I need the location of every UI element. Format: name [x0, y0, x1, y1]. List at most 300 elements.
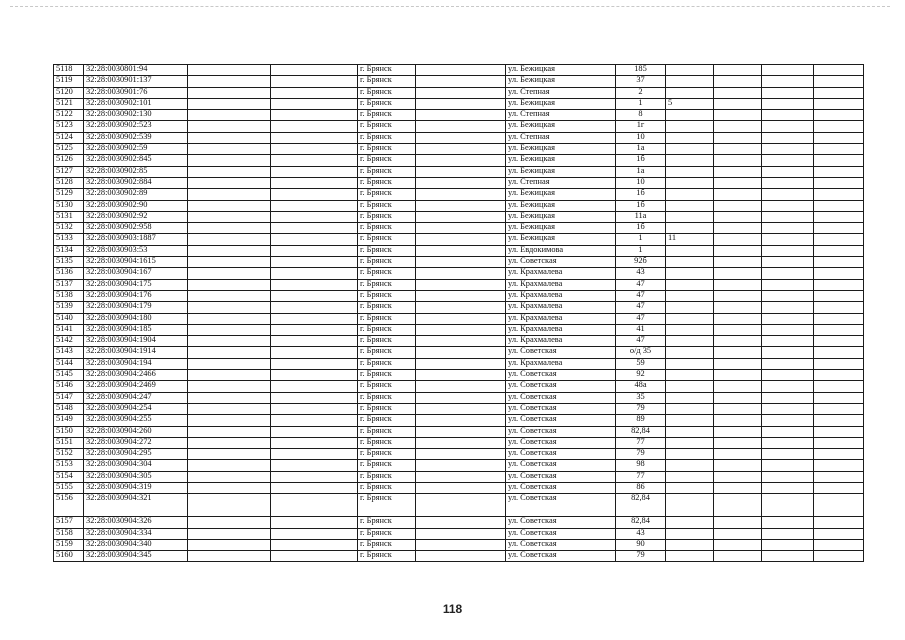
- street-cell: ул. Степная: [506, 110, 616, 121]
- city-cell: г. Брянск: [358, 177, 416, 188]
- empty-cell: [714, 460, 762, 471]
- house-number-cell: 82,84: [616, 517, 666, 528]
- row-number-cell: 5146: [54, 381, 84, 392]
- empty-cell: [762, 155, 814, 166]
- empty-cell: [814, 494, 864, 517]
- empty-cell: [271, 302, 358, 313]
- row-number-cell: 5148: [54, 403, 84, 414]
- house-number-cell: 41: [616, 324, 666, 335]
- empty-cell: [714, 392, 762, 403]
- building-cell: 11: [666, 234, 714, 245]
- building-cell: 5: [666, 98, 714, 109]
- empty-cell: [714, 539, 762, 550]
- empty-cell: [416, 290, 506, 301]
- empty-cell: [416, 234, 506, 245]
- street-cell: ул. Советская: [506, 494, 616, 517]
- empty-cell: [814, 166, 864, 177]
- city-cell: г. Брянск: [358, 426, 416, 437]
- street-cell: ул. Крахмалева: [506, 302, 616, 313]
- table-row: [54, 347, 864, 358]
- empty-cell: [714, 471, 762, 482]
- cadastral-number-cell: 32:28:0030904:272: [84, 437, 188, 448]
- row-number-cell: 5151: [54, 437, 84, 448]
- empty-cell: [271, 132, 358, 143]
- house-number-cell: 43: [616, 268, 666, 279]
- building-cell: [666, 223, 714, 234]
- table-row: [54, 110, 864, 121]
- row-number-cell: 5122: [54, 110, 84, 121]
- building-cell: [666, 460, 714, 471]
- building-cell: [666, 110, 714, 121]
- empty-cell: [271, 336, 358, 347]
- cadastral-number-cell: 32:28:0030904:260: [84, 426, 188, 437]
- cadastral-number-cell: 32:28:0030904:340: [84, 539, 188, 550]
- empty-cell: [714, 166, 762, 177]
- street-cell: ул. Советская: [506, 415, 616, 426]
- building-cell: [666, 539, 714, 550]
- empty-cell: [271, 370, 358, 381]
- row-number-cell: 5144: [54, 358, 84, 369]
- cadastral-number-cell: 32:28:0030904:321: [84, 494, 188, 517]
- table-row: [54, 313, 864, 324]
- street-cell: ул. Бежицкая: [506, 121, 616, 132]
- house-number-cell: 1б: [616, 223, 666, 234]
- street-cell: ул. Крахмалева: [506, 313, 616, 324]
- house-number-cell: 98: [616, 460, 666, 471]
- property-register-table: [53, 64, 864, 562]
- row-number-cell: 5127: [54, 166, 84, 177]
- building-cell: [666, 132, 714, 143]
- row-number-cell: 5136: [54, 268, 84, 279]
- empty-cell: [814, 257, 864, 268]
- empty-cell: [814, 403, 864, 414]
- cadastral-number-cell: 32:28:0030902:539: [84, 132, 188, 143]
- empty-cell: [814, 223, 864, 234]
- empty-cell: [714, 177, 762, 188]
- street-cell: ул. Советская: [506, 437, 616, 448]
- empty-cell: [814, 415, 864, 426]
- page-top-rule: [10, 6, 890, 7]
- empty-cell: [814, 155, 864, 166]
- empty-cell: [188, 471, 271, 482]
- empty-cell: [714, 313, 762, 324]
- empty-cell: [762, 370, 814, 381]
- empty-cell: [271, 482, 358, 493]
- empty-cell: [814, 290, 864, 301]
- empty-cell: [814, 449, 864, 460]
- empty-cell: [271, 347, 358, 358]
- empty-cell: [762, 539, 814, 550]
- empty-cell: [762, 426, 814, 437]
- empty-cell: [271, 415, 358, 426]
- table-row: [54, 551, 864, 562]
- empty-cell: [271, 471, 358, 482]
- empty-cell: [416, 177, 506, 188]
- cadastral-number-cell: 32:28:0030901:137: [84, 76, 188, 87]
- empty-cell: [762, 437, 814, 448]
- building-cell: [666, 87, 714, 98]
- empty-cell: [188, 290, 271, 301]
- cadastral-number-cell: 32:28:0030904:2469: [84, 381, 188, 392]
- street-cell: ул. Бежицкая: [506, 189, 616, 200]
- building-cell: [666, 177, 714, 188]
- empty-cell: [188, 392, 271, 403]
- house-number-cell: 1г: [616, 121, 666, 132]
- empty-cell: [416, 517, 506, 528]
- street-cell: ул. Бежицкая: [506, 223, 616, 234]
- table-row: [54, 336, 864, 347]
- empty-cell: [714, 302, 762, 313]
- empty-cell: [814, 177, 864, 188]
- empty-cell: [416, 76, 506, 87]
- empty-cell: [271, 392, 358, 403]
- building-cell: [666, 279, 714, 290]
- empty-cell: [271, 155, 358, 166]
- city-cell: г. Брянск: [358, 517, 416, 528]
- house-number-cell: 1а: [616, 144, 666, 155]
- empty-cell: [271, 494, 358, 517]
- empty-cell: [271, 517, 358, 528]
- empty-cell: [814, 234, 864, 245]
- cadastral-number-cell: 32:28:0030902:958: [84, 223, 188, 234]
- row-number-cell: 5156: [54, 494, 84, 517]
- empty-cell: [271, 166, 358, 177]
- city-cell: г. Брянск: [358, 460, 416, 471]
- empty-cell: [814, 87, 864, 98]
- row-number-cell: 5138: [54, 290, 84, 301]
- empty-cell: [188, 110, 271, 121]
- house-number-cell: 1б: [616, 155, 666, 166]
- empty-cell: [188, 65, 271, 76]
- city-cell: г. Брянск: [358, 121, 416, 132]
- street-cell: ул. Советская: [506, 347, 616, 358]
- cadastral-number-cell: 32:28:0030903:1887: [84, 234, 188, 245]
- empty-cell: [762, 211, 814, 222]
- empty-cell: [188, 482, 271, 493]
- empty-cell: [814, 336, 864, 347]
- street-cell: ул. Советская: [506, 460, 616, 471]
- empty-cell: [762, 132, 814, 143]
- house-number-cell: 86: [616, 482, 666, 493]
- house-number-cell: 47: [616, 302, 666, 313]
- cadastral-number-cell: 32:28:0030904:185: [84, 324, 188, 335]
- street-cell: ул. Советская: [506, 426, 616, 437]
- row-number-cell: 5135: [54, 257, 84, 268]
- table-row: [54, 166, 864, 177]
- house-number-cell: 48а: [616, 381, 666, 392]
- empty-cell: [188, 166, 271, 177]
- cadastral-number-cell: 32:28:0030904:295: [84, 449, 188, 460]
- empty-cell: [714, 121, 762, 132]
- street-cell: ул. Крахмалева: [506, 324, 616, 335]
- empty-cell: [714, 370, 762, 381]
- empty-cell: [188, 76, 271, 87]
- cadastral-number-cell: 32:28:0030902:523: [84, 121, 188, 132]
- empty-cell: [714, 347, 762, 358]
- city-cell: г. Брянск: [358, 403, 416, 414]
- empty-cell: [271, 279, 358, 290]
- empty-cell: [416, 449, 506, 460]
- table-row: [54, 155, 864, 166]
- table-row: [54, 517, 864, 528]
- empty-cell: [416, 245, 506, 256]
- house-number-cell: 47: [616, 313, 666, 324]
- street-cell: ул. Бежицкая: [506, 144, 616, 155]
- empty-cell: [271, 211, 358, 222]
- empty-cell: [762, 494, 814, 517]
- table-row: [54, 76, 864, 87]
- house-number-cell: 47: [616, 290, 666, 301]
- street-cell: ул. Евдокимова: [506, 245, 616, 256]
- house-number-cell: 47: [616, 279, 666, 290]
- empty-cell: [271, 426, 358, 437]
- empty-cell: [814, 313, 864, 324]
- empty-cell: [188, 449, 271, 460]
- empty-cell: [814, 437, 864, 448]
- building-cell: [666, 482, 714, 493]
- empty-cell: [416, 551, 506, 562]
- cadastral-number-cell: 32:28:0030904:167: [84, 268, 188, 279]
- street-cell: ул. Степная: [506, 132, 616, 143]
- empty-cell: [188, 381, 271, 392]
- empty-cell: [416, 110, 506, 121]
- row-number-cell: 5132: [54, 223, 84, 234]
- row-number-cell: 5145: [54, 370, 84, 381]
- city-cell: г. Брянск: [358, 155, 416, 166]
- building-cell: [666, 121, 714, 132]
- row-number-cell: 5140: [54, 313, 84, 324]
- table-row: [54, 223, 864, 234]
- empty-cell: [762, 482, 814, 493]
- table-row: [54, 87, 864, 98]
- building-cell: [666, 392, 714, 403]
- street-cell: ул. Советская: [506, 517, 616, 528]
- empty-cell: [188, 415, 271, 426]
- street-cell: ул. Бежицкая: [506, 98, 616, 109]
- building-cell: [666, 347, 714, 358]
- street-cell: ул. Советская: [506, 257, 616, 268]
- empty-cell: [814, 76, 864, 87]
- empty-cell: [416, 166, 506, 177]
- empty-cell: [271, 268, 358, 279]
- cadastral-number-cell: 32:28:0030904:180: [84, 313, 188, 324]
- empty-cell: [714, 551, 762, 562]
- empty-cell: [271, 121, 358, 132]
- house-number-cell: 1: [616, 98, 666, 109]
- empty-cell: [416, 279, 506, 290]
- row-number-cell: 5139: [54, 302, 84, 313]
- cadastral-number-cell: 32:28:0030902:85: [84, 166, 188, 177]
- building-cell: [666, 517, 714, 528]
- empty-cell: [762, 449, 814, 460]
- empty-cell: [714, 110, 762, 121]
- empty-cell: [714, 211, 762, 222]
- empty-cell: [271, 403, 358, 414]
- empty-cell: [416, 189, 506, 200]
- row-number-cell: 5134: [54, 245, 84, 256]
- empty-cell: [188, 437, 271, 448]
- register-body: [54, 65, 864, 562]
- city-cell: г. Брянск: [358, 347, 416, 358]
- empty-cell: [814, 381, 864, 392]
- street-cell: ул. Советская: [506, 392, 616, 403]
- city-cell: г. Брянск: [358, 98, 416, 109]
- house-number-cell: 79: [616, 551, 666, 562]
- house-number-cell: 43: [616, 528, 666, 539]
- street-cell: ул. Бежицкая: [506, 234, 616, 245]
- empty-cell: [188, 460, 271, 471]
- city-cell: г. Брянск: [358, 494, 416, 517]
- row-number-cell: 5130: [54, 200, 84, 211]
- empty-cell: [188, 528, 271, 539]
- row-number-cell: 5152: [54, 449, 84, 460]
- street-cell: ул. Крахмалева: [506, 290, 616, 301]
- table-row: [54, 200, 864, 211]
- empty-cell: [416, 482, 506, 493]
- empty-cell: [714, 358, 762, 369]
- empty-cell: [416, 200, 506, 211]
- city-cell: г. Брянск: [358, 471, 416, 482]
- empty-cell: [714, 426, 762, 437]
- empty-cell: [188, 98, 271, 109]
- table-row: [54, 358, 864, 369]
- empty-cell: [714, 290, 762, 301]
- empty-cell: [188, 494, 271, 517]
- table-row: [54, 121, 864, 132]
- building-cell: [666, 76, 714, 87]
- empty-cell: [416, 403, 506, 414]
- empty-cell: [416, 302, 506, 313]
- table-row: [54, 528, 864, 539]
- house-number-cell: 185: [616, 65, 666, 76]
- building-cell: [666, 268, 714, 279]
- empty-cell: [814, 370, 864, 381]
- empty-cell: [762, 313, 814, 324]
- empty-cell: [814, 347, 864, 358]
- table-row: [54, 460, 864, 471]
- row-number-cell: 5128: [54, 177, 84, 188]
- empty-cell: [762, 290, 814, 301]
- empty-cell: [762, 166, 814, 177]
- empty-cell: [188, 189, 271, 200]
- empty-cell: [714, 234, 762, 245]
- empty-cell: [714, 449, 762, 460]
- table-row: [54, 65, 864, 76]
- empty-cell: [714, 482, 762, 493]
- street-cell: ул. Степная: [506, 177, 616, 188]
- building-cell: [666, 370, 714, 381]
- empty-cell: [188, 539, 271, 550]
- empty-cell: [416, 87, 506, 98]
- cadastral-number-cell: 32:28:0030904:334: [84, 528, 188, 539]
- empty-cell: [814, 471, 864, 482]
- cadastral-number-cell: 32:28:0030904:319: [84, 482, 188, 493]
- table-row: [54, 211, 864, 222]
- empty-cell: [814, 211, 864, 222]
- empty-cell: [188, 245, 271, 256]
- building-cell: [666, 155, 714, 166]
- empty-cell: [416, 336, 506, 347]
- empty-cell: [714, 494, 762, 517]
- street-cell: ул. Крахмалева: [506, 336, 616, 347]
- empty-cell: [814, 302, 864, 313]
- empty-cell: [714, 98, 762, 109]
- city-cell: г. Брянск: [358, 189, 416, 200]
- city-cell: г. Брянск: [358, 358, 416, 369]
- empty-cell: [188, 358, 271, 369]
- city-cell: г. Брянск: [358, 166, 416, 177]
- empty-cell: [416, 132, 506, 143]
- table-row: [54, 302, 864, 313]
- empty-cell: [762, 381, 814, 392]
- table-row: [54, 415, 864, 426]
- city-cell: г. Брянск: [358, 482, 416, 493]
- house-number-cell: 77: [616, 437, 666, 448]
- building-cell: [666, 494, 714, 517]
- empty-cell: [762, 189, 814, 200]
- cadastral-number-cell: 32:28:0030902:130: [84, 110, 188, 121]
- empty-cell: [188, 155, 271, 166]
- cadastral-number-cell: 32:28:0030904:1904: [84, 336, 188, 347]
- building-cell: [666, 189, 714, 200]
- empty-cell: [814, 121, 864, 132]
- building-cell: [666, 551, 714, 562]
- empty-cell: [714, 381, 762, 392]
- empty-cell: [416, 268, 506, 279]
- building-cell: [666, 200, 714, 211]
- empty-cell: [271, 245, 358, 256]
- empty-cell: [416, 358, 506, 369]
- empty-cell: [271, 177, 358, 188]
- empty-cell: [188, 313, 271, 324]
- cadastral-number-cell: 32:28:0030801:94: [84, 65, 188, 76]
- table-row: [54, 279, 864, 290]
- empty-cell: [762, 200, 814, 211]
- empty-cell: [271, 76, 358, 87]
- building-cell: [666, 245, 714, 256]
- empty-cell: [762, 279, 814, 290]
- cadastral-number-cell: 32:28:0030904:194: [84, 358, 188, 369]
- empty-cell: [714, 415, 762, 426]
- table-row: [54, 381, 864, 392]
- house-number-cell: 1: [616, 245, 666, 256]
- cadastral-number-cell: 32:28:0030904:1615: [84, 257, 188, 268]
- empty-cell: [814, 245, 864, 256]
- empty-cell: [814, 279, 864, 290]
- street-cell: ул. Советская: [506, 370, 616, 381]
- cadastral-number-cell: 32:28:0030904:345: [84, 551, 188, 562]
- row-number-cell: 5153: [54, 460, 84, 471]
- empty-cell: [188, 177, 271, 188]
- row-number-cell: 5124: [54, 132, 84, 143]
- house-number-cell: 1: [616, 234, 666, 245]
- house-number-cell: 79: [616, 449, 666, 460]
- empty-cell: [714, 65, 762, 76]
- table-row: [54, 539, 864, 550]
- row-number-cell: 5137: [54, 279, 84, 290]
- table-row: [54, 98, 864, 109]
- cadastral-number-cell: 32:28:0030904:326: [84, 517, 188, 528]
- street-cell: ул. Бежицкая: [506, 166, 616, 177]
- city-cell: г. Брянск: [358, 290, 416, 301]
- cadastral-number-cell: 32:28:0030904:247: [84, 392, 188, 403]
- building-cell: [666, 211, 714, 222]
- house-number-cell: 10: [616, 177, 666, 188]
- street-cell: ул. Бежицкая: [506, 200, 616, 211]
- empty-cell: [814, 392, 864, 403]
- empty-cell: [762, 415, 814, 426]
- table-row: [54, 290, 864, 301]
